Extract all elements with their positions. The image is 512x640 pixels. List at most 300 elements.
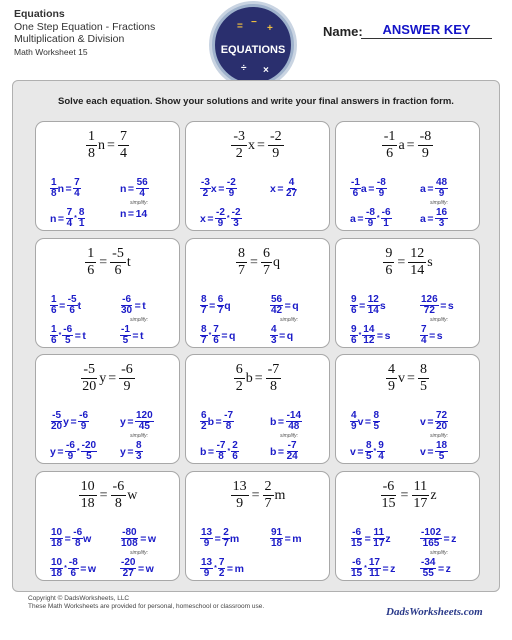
denominator: 15	[381, 496, 396, 511]
numerator: 12	[367, 294, 379, 305]
problem-term: w	[127, 487, 138, 503]
denominator: 6	[114, 263, 122, 278]
solution-fraction	[65, 441, 76, 462]
solution-fraction	[81, 441, 97, 462]
solution-step	[120, 411, 154, 432]
solution-term: y	[120, 445, 126, 458]
denominator: 6	[87, 263, 95, 278]
solution-fraction	[216, 441, 227, 462]
solution-term: 14	[135, 208, 148, 220]
numerator: -3	[233, 129, 246, 144]
problem-fraction	[231, 130, 247, 161]
numerator: 9	[378, 440, 384, 451]
problem-fraction	[111, 480, 127, 511]
numerator: -2	[215, 207, 225, 218]
solution-fraction	[50, 411, 63, 432]
equals-sign: =	[427, 445, 434, 458]
logo-divide-symbol: ÷	[241, 63, 247, 74]
problem-term: a	[398, 137, 405, 153]
numerator: 1	[87, 246, 95, 261]
numerator: -6	[121, 362, 133, 377]
numerator: -1	[383, 129, 396, 144]
denominator: 8	[51, 188, 57, 199]
solution-step	[350, 208, 392, 229]
denominator: 5	[64, 335, 71, 346]
solution-fraction	[270, 295, 283, 316]
numerator: -6	[73, 527, 83, 538]
solution-term: s	[379, 299, 386, 312]
solution-step	[350, 411, 380, 432]
denominator: 18	[80, 496, 95, 511]
numerator: -5	[67, 294, 77, 305]
equals-sign: =	[382, 562, 389, 575]
numerator: 14	[363, 324, 375, 335]
problem-term: s	[427, 254, 433, 270]
problem-equation	[186, 247, 329, 278]
multiply-sign: *	[373, 448, 377, 455]
solution-step	[420, 441, 448, 462]
solution-fraction	[350, 295, 358, 316]
problem-equation	[36, 130, 179, 161]
copyright-text: Copyright © DadsWorksheets, LLC	[28, 595, 130, 602]
denominator: 11	[369, 568, 380, 579]
equals-sign: =	[284, 532, 291, 545]
denominator: 4	[74, 188, 80, 199]
solution-step	[200, 178, 237, 199]
numerator: -34	[421, 557, 436, 568]
solution-step	[420, 558, 451, 579]
numerator: 7	[74, 177, 80, 188]
problem-card	[335, 121, 480, 231]
numerator: 8	[201, 294, 207, 305]
equals-sign: =	[357, 212, 364, 225]
denominator: 3	[271, 335, 277, 346]
problem-term: b	[245, 370, 253, 386]
problem-fraction	[119, 363, 135, 394]
equals-sign: =	[427, 212, 434, 225]
solution-step	[270, 528, 302, 549]
solution-step	[50, 295, 81, 316]
name-label: Name:	[323, 24, 363, 39]
problem-equation	[36, 480, 179, 511]
solution-fraction	[350, 558, 363, 579]
solution-term: m	[292, 532, 302, 545]
denominator: 55	[422, 568, 434, 579]
solution-fraction	[420, 295, 439, 316]
equals-sign: =	[429, 329, 436, 342]
equals-sign: =	[376, 329, 384, 342]
problem-card	[335, 238, 480, 348]
denominator: 18	[51, 538, 63, 549]
numerator: 1	[51, 324, 57, 335]
problem-fraction	[79, 480, 97, 511]
equals-sign: =	[400, 487, 409, 503]
problem-fraction	[85, 247, 96, 278]
numerator: -5	[83, 362, 96, 377]
equals-sign: =	[284, 299, 291, 312]
problem-equation	[186, 480, 329, 511]
denominator: 6	[385, 263, 393, 278]
numerator: -6	[122, 294, 132, 305]
solution-fraction	[435, 441, 448, 462]
denominator: 6	[351, 335, 357, 346]
solution-fraction	[420, 325, 428, 346]
solution-term: q	[224, 299, 231, 312]
solution-term: w	[147, 532, 156, 545]
equals-sign: =	[57, 445, 64, 458]
worksheet-number: Math Worksheet 15	[14, 46, 88, 57]
denominator: 108	[121, 538, 138, 549]
problem-card	[35, 238, 180, 348]
denominator: 9	[203, 568, 210, 579]
problem-term: v	[398, 370, 406, 386]
solution-fraction	[373, 411, 381, 432]
answer-key-label: ANSWER KEY	[382, 22, 471, 37]
solution-term: y	[120, 415, 126, 428]
numerator: -8	[419, 129, 432, 144]
numerator: 16	[435, 207, 448, 218]
numerator: 11	[373, 527, 385, 538]
solution-fraction	[136, 178, 149, 199]
numerator: 56	[271, 294, 283, 305]
solution-term: v	[420, 415, 426, 428]
problem-fraction	[418, 363, 429, 394]
numerator: 6	[262, 246, 270, 261]
solution-term: q	[229, 329, 236, 342]
problem-fraction	[110, 247, 126, 278]
equals-sign: =	[406, 137, 415, 153]
solution-step	[120, 528, 156, 549]
denominator: 6	[232, 451, 238, 462]
numerator: 6	[217, 294, 224, 305]
equals-sign: =	[397, 254, 406, 270]
solution-step	[350, 558, 395, 579]
solution-fraction	[200, 178, 211, 199]
solution-fraction	[62, 325, 73, 346]
problem-fraction	[86, 130, 97, 161]
solution-fraction	[435, 411, 448, 432]
problem-fraction	[263, 480, 274, 511]
denominator: 9	[80, 421, 87, 432]
problem-fraction	[386, 363, 397, 394]
solution-fraction	[231, 208, 242, 229]
numerator: 8	[135, 440, 142, 451]
numerator: 8	[373, 410, 380, 421]
solution-fraction	[372, 528, 385, 549]
equals-sign: =	[140, 532, 147, 545]
solution-fraction	[217, 295, 225, 316]
solution-fraction	[200, 295, 208, 316]
numerator: -8	[68, 557, 78, 568]
solution-fraction	[226, 178, 237, 199]
numerator: 7	[213, 324, 219, 335]
solution-step	[200, 325, 235, 346]
solution-fraction	[78, 411, 89, 432]
instructions: Solve each equation. Show your solutions and write your final answers in fraction form.	[58, 96, 454, 107]
solution-fraction	[200, 558, 213, 579]
problem-term: z	[430, 487, 437, 503]
equals-sign: =	[80, 562, 87, 575]
solution-step	[120, 178, 149, 199]
numerator: -8	[376, 177, 386, 188]
numerator: 7	[119, 129, 127, 144]
solution-step	[120, 441, 143, 462]
solution-fraction	[223, 411, 234, 432]
solution-step	[200, 295, 231, 316]
numerator: -7	[224, 410, 234, 421]
denominator: 3	[438, 218, 445, 229]
numerator: 8	[238, 246, 246, 261]
problem-fraction	[379, 480, 397, 511]
numerator: -1	[121, 324, 130, 335]
logo-times-symbol: ×	[263, 65, 269, 76]
usage-note: These Math Worksheets are provided for personal, homeschool or classroom use.	[28, 603, 265, 610]
equals-sign: =	[127, 445, 134, 458]
solution-term: w	[83, 532, 92, 545]
solution-step	[50, 178, 81, 199]
numerator: -2	[226, 177, 236, 188]
numerator: -102	[421, 527, 442, 538]
numerator: 7	[66, 207, 73, 218]
equals-sign: =	[127, 208, 135, 220]
equals-sign: =	[443, 532, 450, 545]
numerator: -5	[112, 246, 124, 261]
denominator: 2	[235, 146, 243, 161]
solution-fraction	[50, 295, 58, 316]
denominator: 8	[88, 146, 96, 161]
numerator: 13	[201, 527, 213, 538]
numerator: 9	[351, 324, 357, 335]
denominator: 27	[122, 568, 134, 579]
denominator: 12	[363, 335, 375, 346]
numerator: -6	[382, 479, 395, 494]
solution-term: z	[390, 562, 396, 575]
solution-step	[120, 208, 147, 220]
equals-sign: =	[215, 415, 222, 428]
denominator: 9	[203, 538, 210, 549]
numerator: -6	[79, 410, 89, 421]
solution-step	[350, 528, 391, 549]
solution-fraction	[135, 441, 143, 462]
simplify-label: simplify:	[430, 550, 449, 556]
denominator: 9	[388, 379, 396, 394]
solution-step	[50, 208, 85, 229]
denominator: 7	[262, 263, 270, 278]
problem-fraction	[261, 247, 272, 278]
equals-sign: =	[99, 487, 108, 503]
numerator: 17	[368, 557, 380, 568]
numerator: 8	[78, 207, 85, 218]
numerator: -6	[352, 557, 362, 568]
solution-fraction	[270, 325, 278, 346]
multiply-sign: *	[58, 332, 62, 339]
solution-step	[200, 528, 239, 549]
problem-card	[185, 121, 330, 231]
numerator: 7	[421, 324, 427, 335]
numerator: 10	[80, 479, 95, 494]
solution-fraction	[68, 558, 79, 579]
denominator: 27	[285, 188, 298, 199]
solution-fraction	[270, 528, 283, 549]
denominator: 2	[235, 379, 243, 394]
equals-sign: =	[357, 445, 364, 458]
solution-term: n	[120, 208, 127, 220]
numerator: 72	[435, 410, 448, 421]
solution-term: x	[200, 212, 206, 225]
solution-term: a	[420, 182, 426, 195]
solution-step	[120, 558, 154, 579]
numerator: 126	[421, 294, 438, 305]
solution-step	[200, 411, 234, 432]
numerator: 4	[351, 410, 357, 421]
solution-fraction	[286, 411, 302, 432]
denominator: 45	[138, 421, 150, 432]
numerator: -20	[81, 440, 97, 451]
numerator: 8	[201, 324, 207, 335]
denominator: 6	[351, 305, 357, 316]
denominator: 1	[383, 218, 389, 229]
equals-sign: =	[254, 370, 263, 386]
solution-fraction	[381, 208, 392, 229]
solution-fraction	[66, 208, 74, 229]
problem-term: y	[99, 370, 107, 386]
equals-sign: =	[74, 329, 81, 342]
solution-fraction	[350, 411, 358, 432]
solution-fraction	[365, 208, 376, 229]
equals-sign: =	[209, 299, 216, 312]
denominator: 14	[410, 263, 425, 278]
denominator: 15	[351, 568, 363, 579]
denominator: 165	[422, 538, 440, 549]
denominator: 24	[286, 451, 298, 462]
numerator: 2	[264, 479, 272, 494]
denominator: 6	[70, 568, 77, 579]
solution-fraction	[215, 208, 226, 229]
denominator: 4	[421, 335, 427, 346]
denominator: 42	[271, 305, 283, 316]
equals-sign: =	[277, 182, 284, 195]
problem-card	[35, 121, 180, 231]
numerator: -7	[287, 440, 297, 451]
equals-sign: =	[59, 299, 66, 312]
numerator: 8	[365, 440, 372, 451]
denominator: 20	[82, 379, 97, 394]
problem-equation	[336, 247, 479, 278]
numerator: -20	[121, 557, 136, 568]
simplify-label: simplify:	[130, 317, 149, 323]
brand-logo: DadsWorksheets.com	[386, 606, 483, 618]
denominator: 4	[119, 146, 127, 161]
denominator: 5	[373, 421, 380, 432]
problem-equation	[36, 247, 179, 278]
equals-sign: =	[137, 562, 145, 575]
denominator: 7	[217, 305, 224, 316]
simplify-label: simplify:	[130, 433, 149, 439]
equals-sign: =	[359, 299, 366, 312]
denominator: 7	[201, 335, 207, 346]
solution-step	[50, 411, 89, 432]
equals-sign: =	[277, 445, 285, 458]
equals-sign: =	[250, 254, 258, 270]
solution-step	[120, 325, 144, 346]
worksheet-subtitle: One Step Equation - Fractions	[14, 20, 156, 33]
solution-term: n	[120, 182, 127, 195]
denominator: 7	[223, 538, 229, 549]
solution-fraction	[50, 528, 63, 549]
equals-sign: =	[134, 299, 141, 312]
denominator: 4	[139, 188, 145, 199]
equals-sign: =	[437, 562, 445, 575]
solution-fraction	[200, 325, 208, 346]
solution-term: a	[360, 182, 367, 195]
simplify-label: simplify:	[430, 433, 449, 439]
solution-step	[270, 325, 293, 346]
equals-sign: =	[364, 415, 372, 428]
solution-term: v	[350, 445, 356, 458]
denominator: 5	[419, 379, 427, 394]
problem-equation	[336, 130, 479, 161]
solution-fraction	[368, 558, 381, 579]
logo-plus-symbol: +	[267, 23, 273, 34]
simplify-label: simplify:	[430, 317, 449, 323]
footer	[28, 595, 264, 611]
denominator: 18	[271, 538, 283, 549]
denominator: 6	[213, 335, 219, 346]
denominator: 1	[78, 218, 85, 229]
numerator: -80	[122, 527, 137, 538]
denominator: 9	[272, 146, 280, 161]
equals-sign: =	[207, 212, 214, 225]
numerator: -6	[352, 527, 362, 538]
solution-term: y	[50, 445, 56, 458]
solution-fraction	[120, 558, 136, 579]
denominator: 8	[269, 379, 277, 394]
denominator: 7	[238, 263, 246, 278]
multiply-sign: *	[64, 565, 67, 572]
denominator: 6	[51, 335, 57, 346]
solution-fraction	[350, 325, 358, 346]
denominator: 2	[202, 188, 209, 199]
denominator: 20	[51, 421, 63, 432]
denominator: 9	[217, 218, 224, 229]
numerator: 9	[385, 246, 393, 261]
solution-fraction	[365, 441, 373, 462]
equals-sign: =	[127, 415, 134, 428]
numerator: -8	[365, 207, 375, 218]
equals-sign: =	[132, 329, 139, 342]
problem-fraction	[236, 247, 247, 278]
numerator: -2	[269, 129, 282, 144]
name-line	[361, 38, 492, 39]
problem-term: t	[126, 254, 131, 270]
solution-fraction	[67, 295, 78, 316]
problem-card	[335, 471, 480, 581]
solution-term: m	[229, 532, 240, 545]
numerator: -6	[381, 207, 391, 218]
solution-step	[200, 208, 242, 229]
solution-step	[350, 178, 387, 199]
problem-fraction	[383, 247, 394, 278]
solution-fraction	[377, 441, 385, 462]
equals-sign: =	[427, 415, 434, 428]
denominator: 17	[373, 538, 385, 549]
solution-step	[350, 441, 385, 462]
simplify-label: simplify:	[430, 200, 449, 206]
denominator: 72	[423, 305, 435, 316]
numerator: -2	[231, 207, 241, 218]
solution-term: w	[87, 562, 97, 575]
solution-step	[200, 441, 239, 462]
